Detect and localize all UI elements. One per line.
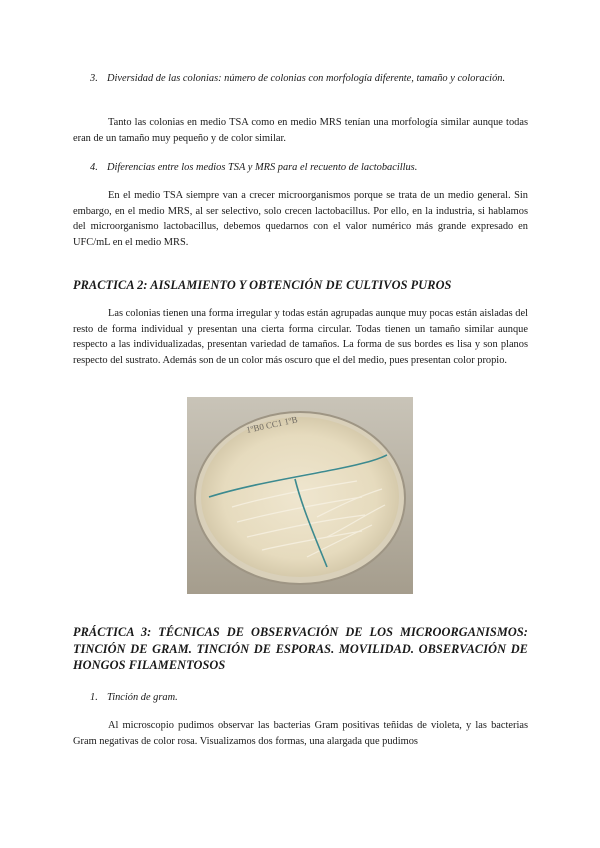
petri-dish-illustration — [187, 397, 413, 594]
list-item-number: 3. — [90, 73, 98, 84]
list-item-3 — [90, 70, 530, 87]
list-item-number: 4. — [90, 162, 98, 173]
list-item-text: Tinción de gram. — [107, 692, 178, 703]
paragraph: Al microscopio pudimos observar las bacterias Gram positivas teñidas de violeta, y las bacterias Gram negativas de color rosa. Visualizamos dos formas, una alargada que pudimos — [73, 720, 528, 747]
list-item-1 — [90, 689, 530, 706]
plate-marking: 1ºB0 CC1 1ºB — [245, 414, 299, 435]
paragraph: Tanto las colonias en medio TSA como en medio MRS tenían una morfología similar aunque todas eran de un tamaño muy pequeño y de color similar. — [73, 117, 528, 144]
petri-dish-photo — [187, 397, 413, 594]
section-heading: PRACTICA 2: AISLAMIENTO Y OBTENCIÓN DE CULTIVOS PUROS — [73, 278, 452, 292]
list-item-4 — [90, 159, 530, 176]
paragraph: Las colonias tienen una forma irregular y todas están agrupadas aunque muy pocas están aisladas del resto de forma individual y presentan una cierta forma circular. Todas tienen un tamaño similar aunque respecto a las individualizadas, presentan variedad de tamaños. La forma de sus bordes es lisa y son planos respecto del sustrato. Además son de un color más oscuro que el del medio, pues presentan color propio. — [73, 308, 528, 366]
list-item-number: 1. — [90, 692, 98, 703]
paragraph: En el medio TSA siempre van a crecer microorganismos porque se trata de un medio general. Sin embargo, en el medio MRS, al ser selectivo, solo crecen lactobacillus. Por ello, en la industria, si hablamos del microorganismo lactobacillus, debemos quedarnos con el valor numérico más grande expresado en UFC/mL en el medio MRS. — [73, 190, 528, 248]
section-heading: PRÁCTICA 3: TÉCNICAS DE OBSERVACIÓN DE LOS MICROORGANISMOS: TINCIÓN DE GRAM. TINCIÓN DE ESPORAS. MOVILIDAD. OBSERVACIÓN DE HONGOS FILAMENTOSOS — [73, 625, 528, 672]
list-item-text: Diversidad de las colonias: número de colonias con morfología diferente, tamaño y coloración. — [107, 73, 506, 84]
list-item-text: Diferencias entre los medios TSA y MRS para el recuento de lactobacillus. — [107, 162, 418, 173]
